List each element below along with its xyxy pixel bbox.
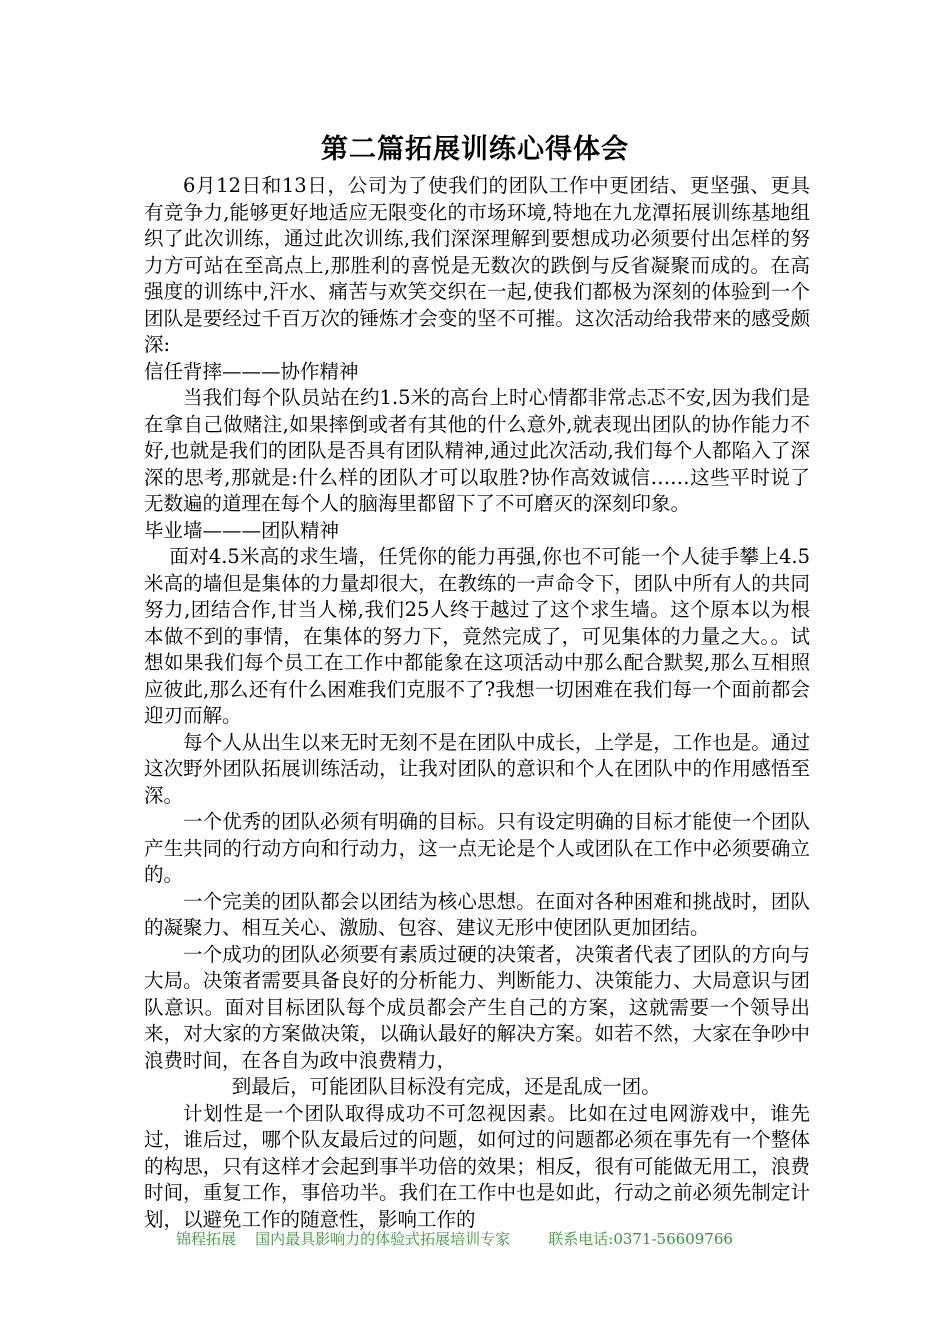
document-title: 第二篇拓展训练心得体会	[321, 134, 629, 165]
footer-contact: 联系电话:0371-56609766	[548, 1230, 733, 1248]
paragraph-growth: 每个人从出生以来无时无刻不是在团队中成长，上学是，工作也是。通过这次野外团队拓展训练活动，让我对团队的意识和个人在团队中的作用感悟至深。	[144, 730, 810, 807]
section-heading-graduation-wall: 毕业墙———团队精神	[144, 518, 340, 542]
paragraph-planning: 计划性是一个团队取得成功不可忽视因素。比如在过电网游戏中，谁先过，谁后过，哪个队友最后过的问题，如何过的问题都必须在事先有一个整体的构思，只有这样才会起到事半功倍的效果；相反，很有可能做无用工，浪费时间，重复工作，事倍功半。我们在工作中也是如此，行动之前必须先制定计划，以避免工作的随意性，影响工作的	[144, 1101, 810, 1231]
document-body	[144, 173, 810, 1233]
page-footer	[176, 1229, 876, 1249]
paragraph-conclusion-line: 到最后，可能团队目标没有完成，还是乱成一团。	[231, 1075, 661, 1098]
paragraph-intro: 6月12日和13日，公司为了使我们的团队工作中更团结、更坚强、更具有竞争力,能够更好地适应无限变化的市场环境,特地在九龙潭拓展训练基地组织了此次训练，通过此次训练,我们深深理解到要想成功必须要付出怎样的努力方可站在至高点上,那胜利的喜悦是无数次的跌倒与反省凝聚而成的。在高强度的训练中,汗水、痛苦与欢笑交织在一起,使我们都极为深刻的体验到一个团队是要经过千百万次的锤炼才会变的坚不可摧。这次活动给我带来的感受颇深:	[144, 174, 810, 356]
paragraph-graduation-wall: 面对4.5米高的求生墙，任凭你的能力再强,你也不可能一个人徒手攀上4.5米高的墙但是集体的力量却很大，在教练的一声命令下，团队中所有人的共同努力,团结合作,甘当人梯,我们25人终于越过了这个求生墙。这个原本以为根本做不到的事情，在集体的努力下，竟然完成了，可见集体的力量之大。。试想如果我们每个员工在工作中都能象在这项活动中那么配合默契,那么互相照应彼此,那么还有什么困难我们克服不了?我想一切困难在我们每一个面前都会迎刃而解。	[144, 545, 810, 727]
footer-slogan: 国内最具影响力的体验式拓展培训专家	[255, 1230, 511, 1248]
paragraph-trust-fall: 当我们每个队员站在约1.5米的高台上时心情都非常忐忑不安,因为我们是在拿自己做赌注,如果摔倒或者有其他的什么意外,就表现出团队的协作能力不好,也就是我们的团队是否具有团队精神,通过此次活动,我们每个人都陷入了深深的思考,那就是:什么样的团队才可以取胜?协作高效诚信……这些平时说了无数遍的道理在每个人的脑海里都留下了不可磨灭的深刻印象。	[144, 386, 810, 515]
footer-company: 锦程拓展	[176, 1230, 237, 1248]
paragraph-decision-maker: 一个成功的团队必须要有素质过硬的决策者，决策者代表了团队的方向与大局。决策者需要具备良好的分析能力、判断能力、决策能力、大局意识与团队意识。面对目标团队每个成员都会产生自己的方案，这就需要一个领导出来，对大家的方案做决策，以确认最好的解决方案。如若不然，大家在争吵中浪费时间，在各自为政中浪费精力，	[144, 942, 810, 1072]
paragraph-goal: 一个优秀的团队必须有明确的目标。只有设定明确的目标才能使一个团队产生共同的行动方向和行动力，这一点无论是个人或团队在工作中必须要确立的。	[144, 810, 810, 886]
section-heading-trust-fall: 信任背摔———协作精神	[144, 359, 359, 383]
paragraph-unity: 一个完美的团队都会以团结为核心思想。在面对各种困难和挑战时，团队的凝聚力、相互关心、激励、包容、建议无形中使团队更加团结。	[144, 889, 810, 939]
